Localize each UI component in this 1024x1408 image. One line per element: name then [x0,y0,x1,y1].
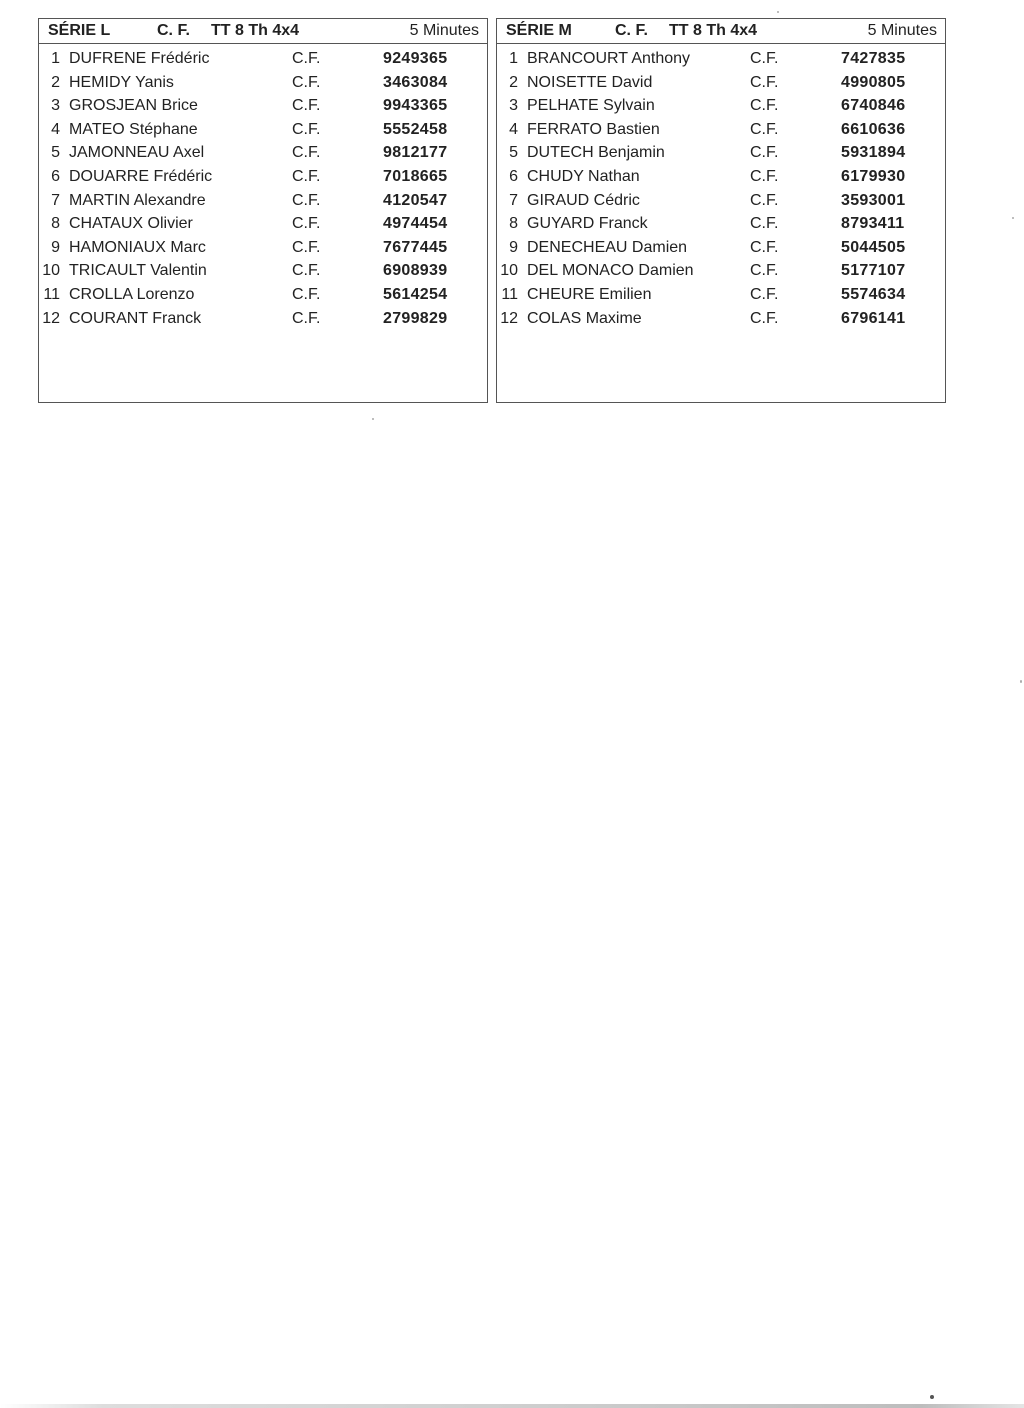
entry-number: 2 [509,73,518,91]
license-number: 5931894 [841,144,906,162]
driver-name: TRICAULT Valentin [69,262,207,280]
event-class: TT 8 Th 4x4 [211,22,300,39]
driver-name: MATEO Stéphane [69,120,198,138]
entry-row [39,141,487,165]
driver-name: GUYARD Franck [527,215,648,233]
license-number: 4990805 [841,73,906,91]
entry-number: 2 [51,73,60,91]
driver-name: DUTECH Benjamin [527,144,665,162]
entry-number: 10 [500,262,518,280]
entry-row [497,94,945,118]
event-class: TT 8 Th 4x4 [669,22,758,39]
license-number: 3593001 [841,191,906,209]
driver-name: COLAS Maxime [527,309,642,327]
driver-name: COURANT Franck [69,309,202,327]
driver-name: CHUDY Nathan [527,167,640,185]
club-label: C.F. [750,309,779,327]
heat-duration: 5 Minutes [409,22,479,39]
driver-name: PELHATE Sylvain [527,97,655,115]
driver-name: HAMONIAUX Marc [69,238,206,256]
serie-l-panel [38,18,488,403]
entry-row [497,212,945,236]
club-label: C.F. [292,309,321,327]
entry-number: 5 [51,144,60,162]
club-label: C.F. [292,97,321,115]
license-number: 6179930 [841,167,906,185]
entry-number: 10 [42,262,60,280]
entry-row [39,283,487,307]
club-label: C.F. [292,238,321,256]
entry-number: 1 [51,50,60,67]
entry-number: 9 [509,238,518,256]
entry-row [39,189,487,213]
entry-number: 7 [509,191,518,209]
license-number: 5614254 [383,285,448,303]
club-label: C.F. [292,50,321,67]
license-number: 5044505 [841,238,906,256]
driver-name: CROLLA Lorenzo [69,285,195,303]
driver-name: DENECHEAU Damien [527,238,688,256]
license-number: 6740846 [841,97,906,115]
driver-name: GROSJEAN Brice [69,97,198,115]
license-number: 6796141 [841,309,906,327]
serie-title: SÉRIE L [48,22,111,39]
license-number: 6610636 [841,120,906,138]
license-number: 7427835 [841,50,906,67]
scan-speck [372,418,374,420]
entry-number: 12 [42,309,60,327]
entry-number: 3 [51,97,60,115]
club-label: C.F. [750,285,779,303]
driver-name: GIRAUD Cédric [527,191,640,209]
license-number: 4120547 [383,191,448,209]
driver-name: DOUARRE Frédéric [69,167,213,185]
serie-l-entries [39,47,487,330]
entry-number: 6 [509,167,518,185]
entry-number: 11 [501,285,518,303]
entry-row [497,307,945,331]
license-number: 7018665 [383,167,448,185]
entry-row [39,307,487,331]
entry-row [497,189,945,213]
entry-row [497,141,945,165]
entry-row [39,47,487,71]
club-label: C.F. [750,238,779,256]
club-label: C.F. [750,191,779,209]
driver-name: CHATAUX Olivier [69,215,193,233]
driver-name: DEL MONACO Damien [527,262,694,280]
entry-number: 9 [51,238,60,256]
entry-number: 7 [51,191,60,209]
scan-speck [777,11,779,13]
license-number: 4974454 [383,215,448,233]
club-label: C.F. [750,167,779,185]
entry-number: 11 [43,285,60,303]
entry-number: 5 [509,144,518,162]
club-label: C.F. [292,73,321,91]
license-number: 2799829 [383,309,448,327]
club-label: C.F. [292,144,321,162]
license-number: 6908939 [383,262,448,280]
driver-name: BRANCOURT Anthony [527,50,691,67]
entry-number: 4 [51,120,60,138]
serie-l-header [39,19,487,44]
federation-label: C. F. [157,22,190,39]
entry-number: 12 [500,309,518,327]
entry-row [497,283,945,307]
entry-number: 1 [509,50,518,67]
license-number: 5177107 [841,262,906,280]
license-number: 8793411 [841,215,905,233]
entry-number: 6 [51,167,60,185]
scan-edge [0,1404,1024,1408]
license-number: 5574634 [841,285,906,303]
entry-row [39,165,487,189]
club-label: C.F. [292,285,321,303]
entry-number: 8 [51,215,60,233]
driver-name: JAMONNEAU Axel [69,144,205,162]
federation-label: C. F. [615,22,648,39]
entry-row [39,94,487,118]
license-number: 9249365 [383,50,448,67]
club-label: C.F. [292,215,321,233]
scan-speck [930,1395,934,1399]
scan-speck [1012,217,1014,219]
driver-name: NOISETTE David [527,73,653,91]
club-label: C.F. [750,262,779,280]
club-label: C.F. [750,215,779,233]
license-number: 9812177 [383,144,448,162]
license-number: 3463084 [383,73,448,91]
driver-name: MARTIN Alexandre [69,191,206,209]
entry-row [39,236,487,260]
entry-number: 3 [509,97,518,115]
scan-speck [1020,680,1022,683]
entry-row [497,236,945,260]
entry-row [497,118,945,142]
heat-duration: 5 Minutes [867,22,937,39]
serie-m-header [497,19,945,44]
license-number: 7677445 [383,238,448,256]
entry-row [39,259,487,283]
club-label: C.F. [292,191,321,209]
serie-title: SÉRIE M [506,22,572,39]
entry-number: 8 [509,215,518,233]
club-label: C.F. [750,144,779,162]
entry-row [497,71,945,95]
club-label: C.F. [292,262,321,280]
club-label: C.F. [750,97,779,115]
entry-row [39,212,487,236]
entry-row [39,71,487,95]
driver-name: HEMIDY Yanis [69,73,174,91]
entry-number: 4 [509,120,518,138]
driver-name: FERRATO Bastien [527,120,660,138]
club-label: C.F. [292,167,321,185]
license-number: 9943365 [383,97,448,115]
club-label: C.F. [292,120,321,138]
driver-name: DUFRENE Frédéric [69,50,210,67]
entry-row [497,47,945,71]
serie-m-panel [496,18,946,403]
club-label: C.F. [750,73,779,91]
serie-m-entries [497,47,945,330]
license-number: 5552458 [383,120,448,138]
driver-name: CHEURE Emilien [527,285,652,303]
entry-row [39,118,487,142]
club-label: C.F. [750,120,779,138]
club-label: C.F. [750,50,779,67]
entry-row [497,259,945,283]
entry-row [497,165,945,189]
